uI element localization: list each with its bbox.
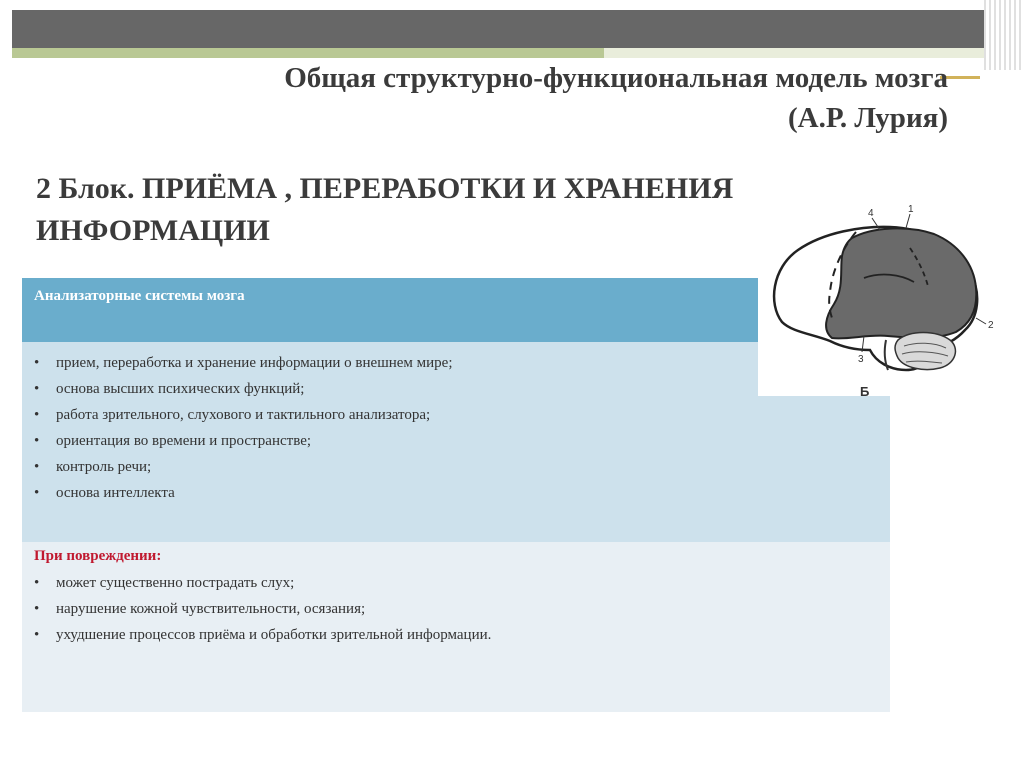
list-item: • нарушение кожной чувствительности, осязания; xyxy=(28,596,491,622)
list-item: • может существенно пострадать слух; xyxy=(28,570,491,596)
functions-list xyxy=(28,350,453,506)
damage-list xyxy=(28,570,491,648)
leader-line xyxy=(906,214,910,228)
top-bar xyxy=(12,10,987,48)
analyzer-panel-header-text: Анализаторные системы мозга xyxy=(34,288,245,304)
accent-line xyxy=(12,48,604,58)
list-item: • основа высших психических функций; xyxy=(28,376,453,402)
figure-label: 1 xyxy=(908,204,914,215)
list-item: • работа зрительного, слухового и тактильного анализатора; xyxy=(28,402,453,428)
damage-title: При повреждении: xyxy=(34,548,162,564)
analyzer-panel-header xyxy=(22,278,758,342)
damage-panel xyxy=(22,542,890,712)
figure-label: 4 xyxy=(868,208,874,219)
figure-label: 2 xyxy=(988,320,994,331)
list-item: • прием, переработка и хранение информации о внешнем мире; xyxy=(28,350,453,376)
slide-subtitle: 2 Блок. ПРИЁМА , ПЕРЕРАБОТКИ И ХРАНЕНИЯ ИНФОРМАЦИИ xyxy=(36,172,734,247)
list-item: • контроль речи; xyxy=(28,454,453,480)
brain-diagram xyxy=(760,200,1000,405)
accent-line-right xyxy=(604,48,987,58)
list-item: • ориентация во времени и пространстве; xyxy=(28,428,453,454)
shaded-region xyxy=(826,228,976,338)
slide-title: Общая структурно-функциональная модель мозга (А.Р. Лурия) xyxy=(284,62,948,134)
leader-line xyxy=(976,318,986,324)
list-item: • ухудшение процессов приёма и обработки зрительной информации. xyxy=(28,622,491,648)
figure-caption: Б xyxy=(860,384,870,399)
decorative-stripes xyxy=(984,0,1024,70)
list-item: • основа интеллекта xyxy=(28,480,453,506)
figure-label: 3 xyxy=(858,354,864,365)
cerebellum xyxy=(895,333,955,370)
